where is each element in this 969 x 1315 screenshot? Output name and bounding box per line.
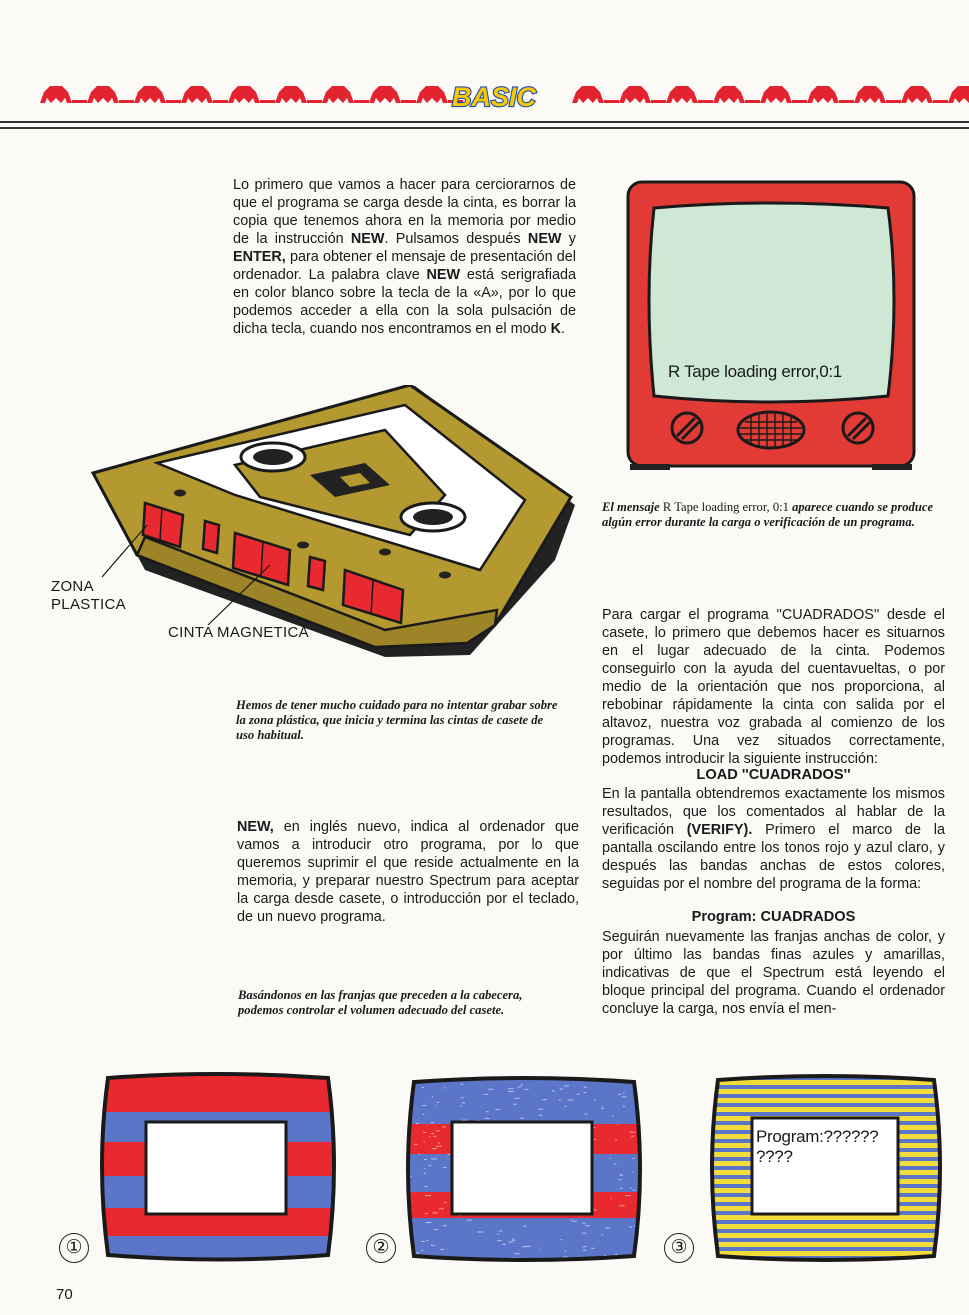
cassette-illustration xyxy=(85,385,585,670)
screen-number-3: ③ xyxy=(664,1233,694,1263)
page-number: 70 xyxy=(56,1286,73,1303)
screen-1-wide-bands xyxy=(96,1070,341,1270)
section-title: BASIC xyxy=(451,82,537,112)
final-paragraph: Seguirán nuevamente las franjas anchas de color, y por último las bandas finas azules y amarillas, indicativas de que el Spectrum está leyendo el bloque principal del programa. Cuando el ordenador concluye la carga, nos envía el men- xyxy=(602,929,945,1017)
label-cinta-magnetica: CINTA MAGNETICA xyxy=(168,624,309,641)
load-command: LOAD ''CUADRADOS'' xyxy=(696,767,851,783)
caption-bands: Basándonos en las franjas que preceden a la cabecera, podemos controlar el volumen adecuado del casete. xyxy=(238,988,523,1017)
tv-screen-text: R Tape loading error,0:1 xyxy=(668,362,842,381)
tv-illustration xyxy=(620,178,920,478)
basic-logo xyxy=(444,80,544,112)
program-line: Program: CUADRADOS xyxy=(691,909,856,925)
result-paragraph: En la pantalla obtendremos exactamente los mismos resultados, que los comentados al hablar de la verificación (VERIFY). Primero el marco de la pantalla oscilando entre los tonos rojo y azul claro, y después las bandas anchas de estos colores, seguidas por el nombre del programa de la forma: xyxy=(602,786,945,892)
caption-cassette: Hemos de tener mucho cuidado para no intentar grabar sobre la zona plástica, que inicia y termina las cintas de casete de uso habitual. xyxy=(236,698,558,742)
intro-paragraph: Lo primero que vamos a hacer para cerciorarnos de que el programa se carga desde la cinta, es borrar la copia que tenemos ahora en la memoria por medio de la instrucción NEW. Pulsamos después NEW y ENTER, para obtener el mensaje de presentación del ordenador. La palabra clave NEW está serigrafiada en color blanco sobre la tecla de la «A», por lo que podemos acceder a ella con la sola pulsación de dicha tecla, cuando nos encontramos en el modo K. xyxy=(233,177,577,337)
load-paragraph: Para cargar el programa ''CUADRADOS'' desde el casete, lo primero que debemos hacer es situarnos en el lugar adecuado de la cinta. Podemos conseguirlo con la ayuda del cuentavueltas, o por medio de la orientación que nos proporciona, al rebobinar rápidamente la cinta con salida por el altavoz, nuestra voz grabada al comienzo de los programas. Una vez situados correctamente, podemos introducir la siguiente instrucción: xyxy=(602,607,945,767)
caption-tv: El mensaje R Tape loading error, 0:1 aparece cuando se produce algún error durante la carga o verificación de un programa. xyxy=(602,500,934,529)
screen-3-program-text: Program:?????? ???? xyxy=(756,1127,879,1166)
screen-number-2: ② xyxy=(366,1233,396,1263)
header-rule-top xyxy=(0,121,969,123)
screen-2-speckled-bands xyxy=(402,1074,647,1270)
label-zona-plastica: ZONA PLASTICA xyxy=(51,578,126,613)
header-rule-bottom xyxy=(0,127,969,129)
screen-3-fine-bands xyxy=(706,1072,946,1270)
new-paragraph: NEW, en inglés nuevo, indica al ordenador que vamos a introducir otro programa, por lo que queremos suprimir el que reside actualmente en la memoria, y preparar nuestro Spectrum para aceptar la carga desde casete, o introducción por el teclado, de un nuevo programa. xyxy=(237,819,579,925)
screen-number-1: ① xyxy=(59,1233,89,1263)
